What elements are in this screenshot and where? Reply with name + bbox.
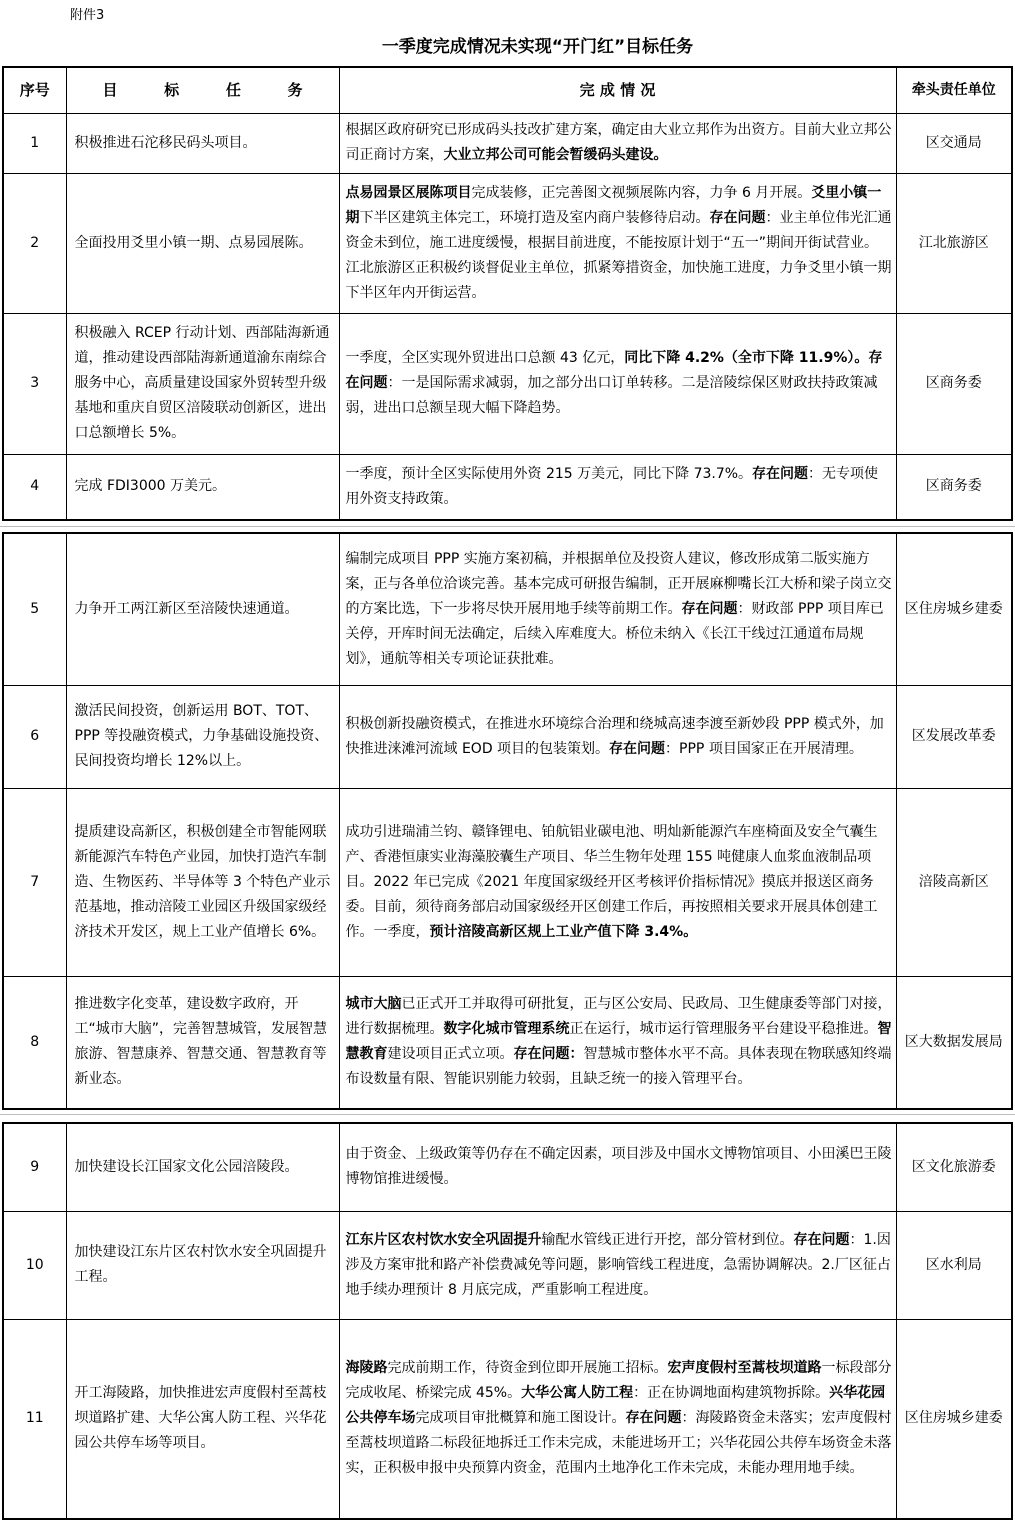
responsible-unit: 区交通局	[896, 113, 1012, 173]
header-status: 完 成 情 况	[339, 67, 896, 113]
task-table-part-1	[2, 66, 1013, 521]
status-highlight: 存在问题：	[513, 1046, 584, 1063]
table-row	[3, 1319, 1012, 1519]
status-highlight: 预计涪陵高新区规上工业产值下降 3.4%。	[429, 923, 698, 940]
table-row	[3, 976, 1012, 1109]
target-task: 提质建设高新区，积极创建全市智能网联新能源汽车特色产业园，加快打造汽车制造、生物医药、半导体等 3 个特色产业示范基地，推动涪陵工业园区升级国家级经济技术开发区，规上工业产值增长 6%。	[66, 788, 339, 976]
page-break-divider	[0, 526, 1015, 527]
table-row	[3, 1123, 1012, 1211]
responsible-unit: 区大数据发展局	[896, 976, 1012, 1109]
row-number: 10	[3, 1211, 66, 1319]
status-highlight: 存在问题	[793, 1231, 850, 1248]
responsible-unit: 区住房城乡建委	[896, 533, 1012, 685]
status-highlight: 江东片区农村饮水安全巩固提升	[345, 1231, 542, 1248]
status-text: 由于资金、上级政策等仍存在不确定因素，项目涉及中国水文博物馆项目、小田溪巴王陵博物馆推进缓慢。	[345, 1146, 892, 1188]
completion-status	[339, 1319, 896, 1519]
status-highlight: 存在问题	[345, 350, 883, 391]
status-text: ：业主单位伟光汇通资金未到位，施工进度缓慢，根据目前进度，不能按原计划于“五一”期间开街试营业。江北旅游区正积极约谈督促业主单位，抓紧筹措资金，加快施工进度，力争爻里小镇一期下半区年内开街运营。	[345, 209, 892, 301]
row-number: 2	[3, 173, 66, 313]
status-highlight: 城市大脑	[345, 996, 402, 1013]
status-text: 下半区建筑主体完工，环境打造及室内商户装修待启动。	[359, 209, 710, 226]
target-task: 积极融入 RCEP 行动计划、西部陆海新通道，推动建设西部陆海新通道渝东南综合服务中心，高质量建设国家外贸转型升级基地和重庆自贸区涪陵联动创新区，进出口总额增长 5%。	[66, 313, 339, 454]
header-no: 序号	[3, 67, 66, 113]
status-text: 一标段部分完成收尾、桥梁完成 45%。	[345, 1360, 892, 1402]
table-row	[3, 533, 1012, 685]
status-text: 已正式开工并取得可研批复，正与区公安局、民政局、卫生健康委等部门对接，进行数据梳理。	[345, 996, 892, 1038]
status-highlight: 存在问题	[709, 209, 766, 226]
status-highlight: 数字化城市管理系统	[443, 1021, 570, 1038]
responsible-unit: 涪陵高新区	[896, 788, 1012, 976]
target-task: 推进数字化变革，建设数字政府，开工“城市大脑”，完善智慧城管，发展智慧旅游、智慧康养、智慧交通、智慧教育等新业态。	[66, 976, 339, 1109]
completion-status	[339, 533, 896, 685]
target-task: 完成 FDI3000 万美元。	[66, 454, 339, 520]
row-number: 9	[3, 1123, 66, 1211]
status-highlight: 存在问题	[752, 465, 809, 482]
row-number: 5	[3, 533, 66, 685]
status-text: 一季度，预计全区实际使用外资 215 万美元，同比下降 73.7%。	[345, 465, 753, 482]
status-highlight: 爻里小镇一期	[345, 184, 882, 226]
status-text: ：正在协调地面构建筑物拆除。	[633, 1385, 830, 1402]
header-task-char: 目	[102, 80, 118, 99]
target-task: 力争开工两江新区至涪陵快速通道。	[66, 533, 339, 685]
responsible-unit: 区住房城乡建委	[896, 1319, 1012, 1519]
status-text: 智慧城市整体水平不高。具体表现在物联感知终端布设数量有限、智能识别能力较弱，且缺乏统一的接入管理平台。	[345, 1046, 892, 1088]
table-row	[3, 313, 1012, 454]
status-text: 积极创新投融资模式，在推进水环境综合治理和绕城高速李渡至新妙段 PPP 模式外，加快推进涞滩河流域 EOD 项目的包装策划。	[345, 715, 884, 757]
target-task: 全面投用爻里小镇一期、点易园展陈。	[66, 173, 339, 313]
completion-status	[339, 1123, 896, 1211]
table-row	[3, 1211, 1012, 1319]
status-text: ：财政部 PPP 项目库已关停，开库时间无法确定，后续入库难度大。桥位未纳入《长江干线过江通道布局规划》，通航等相关专项论证获批难。	[345, 600, 884, 667]
completion-status	[339, 173, 896, 313]
status-text: 一季度，全区实现外贸进出口总额 43 亿元，	[345, 350, 625, 366]
status-text: 完成装修，正完善图文视频展陈内容，力争 6 月开展。	[471, 184, 812, 201]
status-text: ：无专项使用外资支持政策。	[345, 465, 879, 507]
status-text: 输配水管线正进行开挖，部分管材到位。	[541, 1231, 794, 1248]
row-number: 6	[3, 685, 66, 788]
status-highlight: 大业立邦公司可能会暂缓码头建设。	[443, 147, 668, 163]
table-row	[3, 685, 1012, 788]
document-title: 一季度完成情况未实现“开门红”目标任务	[381, 37, 694, 57]
header-task-char: 标	[164, 80, 180, 99]
target-task: 积极推进石沱移民码头项目。	[66, 113, 339, 173]
status-text: ：一是国际需求减弱，加之部分出口订单转移。二是涪陵综保区财政扶持政策减弱，进出口总额呈现大幅下降趋势。	[345, 375, 878, 416]
target-task: 加快建设江东片区农村饮水安全巩固提升工程。	[66, 1211, 339, 1319]
header-unit: 牵头责任单位	[896, 67, 1012, 113]
status-text: ：PPP 项目国家正在开展清理。	[665, 740, 863, 757]
table-row	[3, 113, 1012, 173]
status-highlight: 宏声度假村至蒿枝坝道路	[667, 1360, 822, 1377]
row-number: 4	[3, 454, 66, 520]
table-row	[3, 788, 1012, 976]
task-table-part-2	[2, 532, 1013, 1110]
completion-status	[339, 113, 896, 173]
row-number: 11	[3, 1319, 66, 1519]
page-break-divider	[0, 1114, 1015, 1115]
row-number: 3	[3, 313, 66, 454]
responsible-unit: 区商务委	[896, 454, 1012, 520]
status-text: 根据区政府研究已形成码头技改扩建方案，确定由大业立邦作为出资方。目前大业立邦公司正商讨方案，	[345, 122, 892, 163]
status-highlight: 存在问题	[609, 740, 666, 757]
status-text: 完成前期工作，待资金到位即开展施工招标。	[387, 1360, 668, 1377]
responsible-unit: 区水利局	[896, 1211, 1012, 1319]
status-text: ：海陵路资金未落实；宏声度假村至蒿枝坝道路二标段征地拆迁工作未完成，未能进场开工；兴华花园公共停车场资金未落实，正积极申报中央预算内资金，范围内土地净化工作未完成，未能办理用地手续。	[345, 1410, 892, 1477]
table-header-row	[3, 67, 1012, 113]
task-table-part-3	[2, 1122, 1013, 1520]
header-task-char: 任	[225, 80, 241, 99]
responsible-unit: 区发展改革委	[896, 685, 1012, 788]
target-task: 开工海陵路，加快推进宏声度假村至蒿枝坝道路扩建、大华公寓人防工程、兴华花园公共停车场等项目。	[66, 1319, 339, 1519]
status-highlight: 同比下降 4.2%（全市下降 11.9%）。	[624, 350, 869, 366]
header-task	[66, 67, 339, 113]
row-number: 7	[3, 788, 66, 976]
row-number: 8	[3, 976, 66, 1109]
table-row	[3, 173, 1012, 313]
status-highlight: 点易园景区展陈项目	[345, 184, 472, 201]
status-text: 完成项目审批概算和施工图设计。	[415, 1410, 626, 1427]
status-highlight: 海陵路	[345, 1360, 388, 1377]
header-task-char: 务	[287, 80, 303, 99]
completion-status	[339, 454, 896, 520]
status-text: 编制完成项目 PPP 实施方案初稿，并根据单位及投资人建议，修改形成第二版实施方案，正与各单位洽谈完善。基本完成可研报告编制，正开展麻柳嘴长江大桥和梁子岗立交的方案比选，下一步将尽快开展用地手续等前期工作。	[345, 550, 892, 617]
completion-status	[339, 313, 896, 454]
status-text: 建设项目正式立项。	[387, 1046, 514, 1063]
attachment-label: 附件3	[70, 8, 105, 23]
status-highlight: 智慧教育	[345, 1021, 892, 1063]
completion-status	[339, 1211, 896, 1319]
target-task: 激活民间投资，创新运用 BOT、TOT、PPP 等投融资模式，力争基础设施投资、民间投资均增长 12%以上。	[66, 685, 339, 788]
responsible-unit: 区文化旅游委	[896, 1123, 1012, 1211]
status-highlight: 存在问题	[625, 1410, 682, 1427]
completion-status	[339, 685, 896, 788]
table-row	[3, 454, 1012, 520]
target-task: 加快建设长江国家文化公园涪陵段。	[66, 1123, 339, 1211]
status-text: 成功引进瑞浦兰钧、赣锋锂电、铂航铝业碳电池、明灿新能源汽车座椅面及安全气囊生产、香港恒康实业海藻胶囊生产项目、华兰生物年处理 155 吨健康人血浆血液制品项目。2022 年已完成《2021 年度国家级经开区考核评价指标情况》摸底并报送区商务委。目前，须待商务部启动国家级经开区创建工作后，再按照相关要求开展具体创建工作。一季度，	[345, 823, 878, 940]
responsible-unit: 江北旅游区	[896, 173, 1012, 313]
responsible-unit: 区商务委	[896, 313, 1012, 454]
status-highlight: 兴华花园公共停车场	[345, 1385, 886, 1427]
row-number: 1	[3, 113, 66, 173]
status-highlight: 存在问题	[681, 600, 738, 617]
status-highlight: 大华公寓人防工程	[521, 1385, 634, 1402]
status-text: 正在运行，城市运行管理服务平台建设平稳推进。	[569, 1021, 878, 1038]
completion-status	[339, 788, 896, 976]
completion-status	[339, 976, 896, 1109]
status-text: ：1.因涉及方案审批和路产补偿费减免等问题，影响管线工程进度，急需协调解决。2.厂区征占地手续办理预计 8 月底完成，严重影响工程进度。	[345, 1231, 891, 1298]
